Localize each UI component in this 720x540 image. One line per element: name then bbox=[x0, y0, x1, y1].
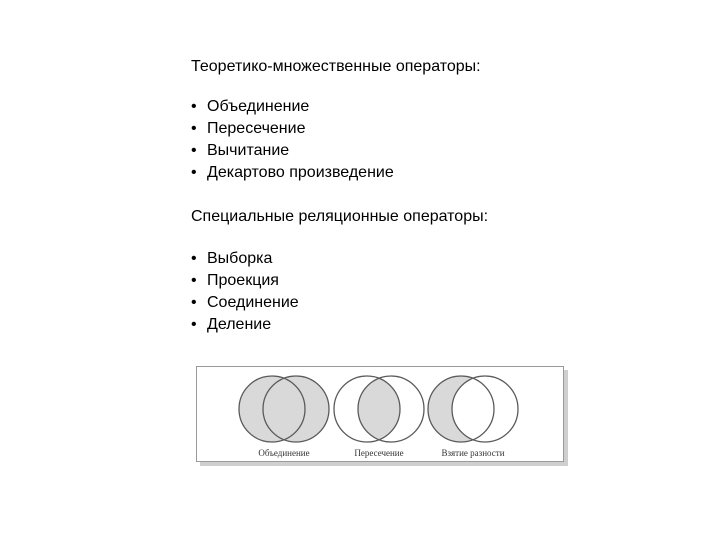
list-item bbox=[191, 292, 299, 314]
list-item bbox=[191, 270, 299, 292]
relational-operators-heading: Специальные реляционные операторы: bbox=[191, 208, 489, 225]
list-item-label: Выборка bbox=[207, 250, 273, 267]
list-item-label: Проекция bbox=[207, 272, 279, 289]
bullet-icon: • bbox=[191, 142, 197, 159]
list-item-label: Объединение bbox=[207, 98, 310, 115]
list-item-label: Соединение bbox=[207, 294, 299, 311]
list-item-label: Деление bbox=[207, 316, 272, 333]
list-item bbox=[191, 96, 394, 118]
list-item bbox=[191, 118, 394, 140]
caption-difference: Взятие разности bbox=[441, 448, 505, 458]
list-item-label: Вычитание bbox=[207, 142, 290, 159]
caption-intersection: Пересечение bbox=[354, 448, 404, 458]
list-item bbox=[191, 314, 299, 336]
list-item bbox=[191, 162, 394, 184]
list-item bbox=[191, 248, 299, 270]
bullet-icon: • bbox=[191, 272, 197, 289]
bullet-icon: • bbox=[191, 250, 197, 267]
set-operators-list bbox=[191, 96, 394, 184]
list-item bbox=[191, 140, 394, 162]
bullet-icon: • bbox=[191, 98, 197, 115]
bullet-icon: • bbox=[191, 164, 197, 181]
venn-union-icon bbox=[239, 376, 329, 442]
list-item-label: Декартово произведение bbox=[207, 164, 394, 181]
venn-diagram-figure bbox=[196, 366, 569, 467]
set-operators-heading: Теоретико-множественные операторы: bbox=[191, 58, 481, 75]
bullet-icon: • bbox=[191, 294, 197, 311]
caption-union: Объединение bbox=[258, 448, 310, 458]
list-item-label: Пересечение bbox=[207, 120, 306, 137]
bullet-icon: • bbox=[191, 316, 197, 333]
relational-operators-list bbox=[191, 248, 299, 336]
bullet-icon: • bbox=[191, 120, 197, 137]
